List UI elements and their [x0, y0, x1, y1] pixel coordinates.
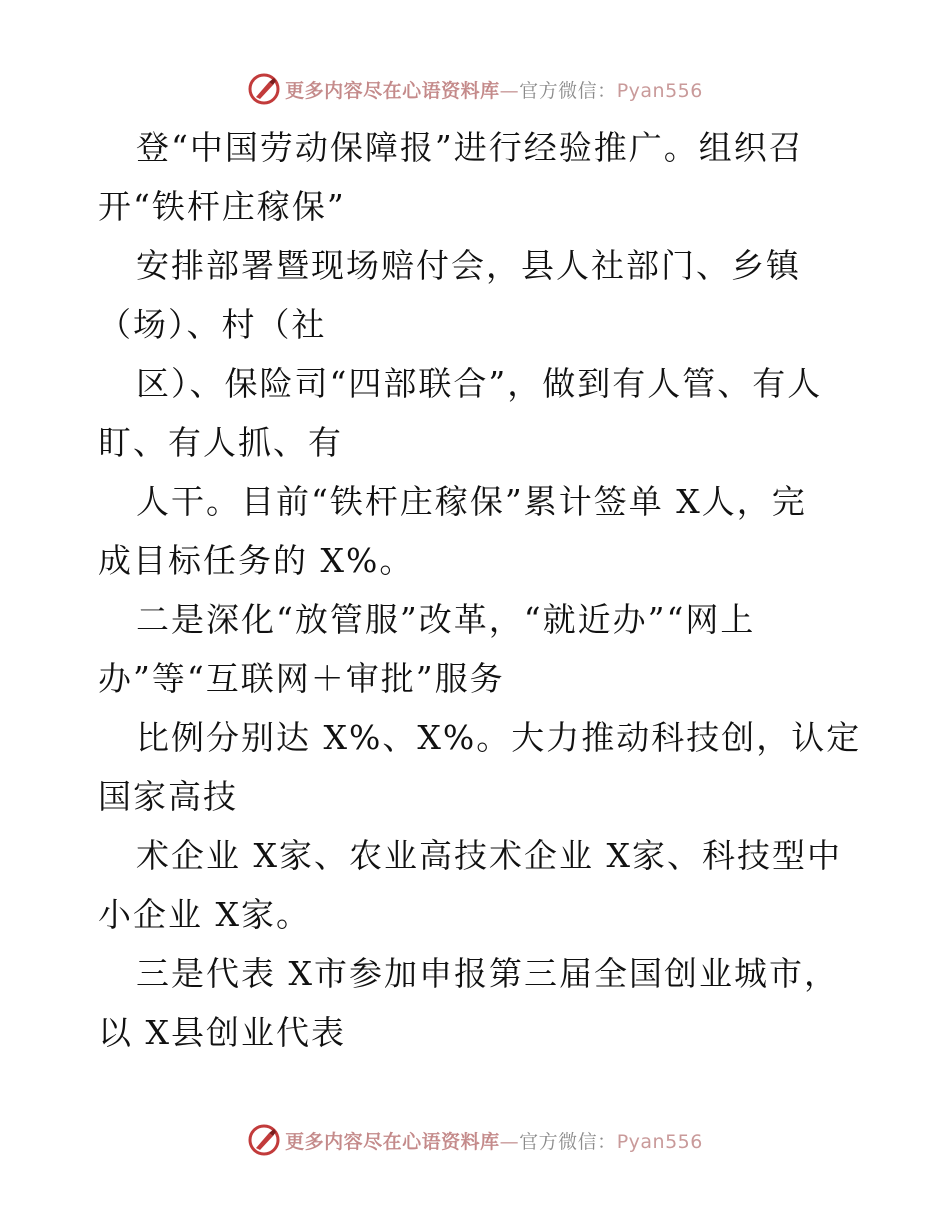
watermark-text: [285, 76, 703, 103]
body-line: 国家高技: [98, 777, 238, 816]
watermark-site-text: 更多内容尽在心语资料库: [285, 1130, 500, 1153]
body-line: 开“铁杆庄稼保”: [98, 187, 346, 226]
document-body: [98, 118, 878, 1062]
body-line: 术企业 X家、农业高技术企业 X家、科技型中: [136, 836, 842, 875]
header-watermark: [0, 72, 950, 106]
body-line: 区）、保险司“四部联合”，做到有人管、有人: [136, 364, 823, 403]
watermark-label: 官方微信：: [519, 79, 617, 102]
body-line: 成目标任务的 X%。: [98, 541, 415, 580]
watermark-dash: —: [499, 1130, 520, 1153]
body-line: 安排部署暨现场赔付会，县人社部门、乡镇: [136, 246, 801, 285]
body-line: 比例分别达 X%、X%。大力推动科技创，认定: [136, 718, 862, 757]
watermark-label: 官方微信：: [519, 1130, 617, 1153]
quill-pen-logo-icon: [247, 72, 281, 106]
watermark-wechat-id: Pyan556: [616, 79, 703, 102]
quill-pen-logo-icon: [247, 1123, 281, 1157]
body-line: 人干。目前“铁杆庄稼保”累计签单 X人，完: [136, 482, 807, 521]
watermark-site-text: 更多内容尽在心语资料库: [285, 79, 500, 102]
watermark-text: [285, 1127, 703, 1154]
body-line: 办”等“互联网＋审批”服务: [98, 659, 505, 698]
watermark-wechat-id: Pyan556: [616, 1130, 703, 1153]
body-line: （场）、村（社: [98, 305, 327, 344]
body-line: 三是代表 X市参加申报第三届全国创业城市，: [136, 954, 839, 993]
body-line: 以 X县创业代表: [98, 1013, 346, 1052]
body-line: 小企业 X家。: [98, 895, 311, 934]
body-line: 二是深化“放管服”改革，“就近办”“网上: [136, 600, 756, 639]
footer-watermark: [0, 1123, 950, 1157]
watermark-dash: —: [499, 79, 520, 102]
body-line: 盯、有人抓、有: [98, 423, 343, 462]
body-line: 登“中国劳动保障报”进行经验推广。组织召: [136, 128, 804, 167]
